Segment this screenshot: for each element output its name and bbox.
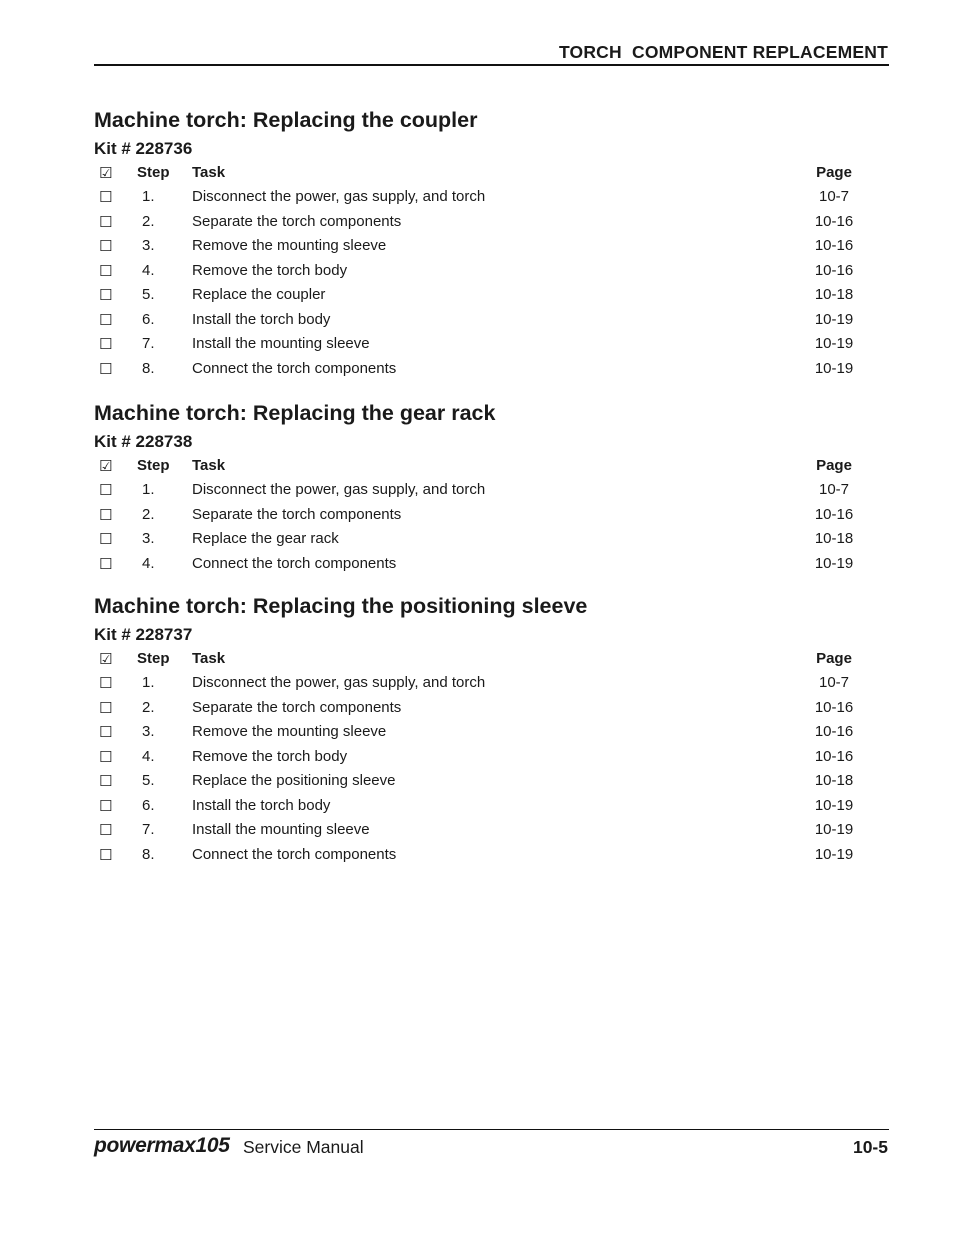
checkbox-icon[interactable]: ☐ bbox=[99, 311, 113, 329]
checkbox-icon[interactable]: ☐ bbox=[99, 360, 113, 378]
page-ref: 10-19 bbox=[814, 554, 854, 572]
step-number: 1. bbox=[142, 481, 155, 498]
page-number: 10-5 bbox=[852, 1137, 888, 1157]
page-ref: 10-16 bbox=[814, 212, 854, 230]
step-header: Step bbox=[137, 650, 170, 667]
page-ref: 10-19 bbox=[814, 821, 854, 838]
table-row bbox=[94, 356, 874, 381]
task-text: Install the torch body bbox=[192, 310, 331, 328]
checked-box-icon: ☑ bbox=[99, 651, 113, 668]
page-ref: 10-19 bbox=[814, 845, 854, 863]
header-rule bbox=[94, 64, 889, 66]
table-row bbox=[94, 184, 874, 209]
step-number: 1. bbox=[142, 674, 155, 691]
table-row bbox=[94, 258, 874, 283]
footer-rule bbox=[94, 1129, 889, 1130]
table-header-row bbox=[94, 453, 874, 477]
step-number: 2. bbox=[142, 698, 155, 716]
task-header: Task bbox=[192, 457, 226, 474]
table-row bbox=[94, 307, 874, 332]
table-row bbox=[94, 768, 874, 793]
table-row bbox=[94, 719, 874, 744]
page-ref: 10-18 bbox=[814, 772, 854, 789]
table-row bbox=[94, 233, 874, 258]
manual-title: Service Manual bbox=[243, 1137, 364, 1157]
checkbox-icon[interactable]: ☐ bbox=[99, 822, 113, 839]
step-number: 6. bbox=[142, 310, 155, 328]
table-row bbox=[94, 477, 874, 502]
task-text: Disconnect the power, gas supply, and torch bbox=[192, 481, 486, 498]
table-header-row bbox=[94, 160, 874, 184]
page-ref: 10-19 bbox=[814, 310, 854, 328]
checkbox-icon[interactable]: ☐ bbox=[99, 238, 113, 255]
section-title: Machine torch: Replacing the coupler bbox=[94, 108, 478, 132]
step-number: 7. bbox=[142, 821, 155, 838]
task-text: Remove the torch body bbox=[192, 261, 348, 279]
task-text: Connect the torch components bbox=[192, 359, 397, 377]
table-row bbox=[94, 670, 874, 695]
task-text: Remove the mounting sleeve bbox=[192, 723, 387, 740]
page-ref: 10-18 bbox=[814, 286, 854, 303]
table-row bbox=[94, 526, 874, 551]
step-number: 7. bbox=[142, 335, 155, 352]
section-gear-rack bbox=[94, 400, 874, 575]
step-number: 2. bbox=[142, 505, 155, 523]
task-header: Task bbox=[192, 164, 226, 181]
task-text: Disconnect the power, gas supply, and torch bbox=[192, 188, 486, 205]
task-text: Remove the torch body bbox=[192, 747, 348, 765]
page-header: Page bbox=[816, 650, 852, 667]
step-header: Step bbox=[137, 457, 170, 474]
page-header: Page bbox=[816, 164, 852, 181]
kit-number: Kit # 228738 bbox=[94, 432, 193, 451]
task-text: Separate the torch components bbox=[192, 505, 402, 523]
page-ref: 10-16 bbox=[814, 747, 854, 765]
step-number: 4. bbox=[142, 747, 155, 765]
checked-box-icon: ☑ bbox=[99, 165, 113, 182]
page-ref: 10-19 bbox=[814, 359, 854, 377]
checkbox-icon[interactable]: ☐ bbox=[99, 797, 113, 815]
checkbox-icon[interactable]: ☐ bbox=[99, 531, 113, 548]
page-ref: 10-7 bbox=[818, 674, 850, 691]
page-ref: 10-7 bbox=[818, 188, 850, 205]
kit-number: Kit # 228737 bbox=[94, 625, 193, 644]
table-row bbox=[94, 817, 874, 842]
checkbox-icon[interactable]: ☐ bbox=[99, 482, 113, 499]
step-number: 6. bbox=[142, 796, 155, 814]
table-row bbox=[94, 695, 874, 720]
running-header: TORCH COMPONENT REPLACEMENT bbox=[558, 42, 888, 62]
step-number: 8. bbox=[142, 359, 155, 377]
page-ref: 10-16 bbox=[814, 723, 854, 740]
page-ref: 10-18 bbox=[814, 530, 854, 547]
page-ref: 10-7 bbox=[818, 481, 850, 498]
table-row bbox=[94, 551, 874, 576]
checkbox-icon[interactable]: ☐ bbox=[99, 699, 113, 717]
checkbox-icon[interactable]: ☐ bbox=[99, 846, 113, 864]
task-text: Replace the coupler bbox=[192, 286, 326, 303]
step-number: 5. bbox=[142, 286, 155, 303]
task-text: Separate the torch components bbox=[192, 698, 402, 716]
checkbox-icon[interactable]: ☐ bbox=[99, 773, 113, 790]
task-text: Replace the gear rack bbox=[192, 530, 339, 547]
checkbox-icon[interactable]: ☐ bbox=[99, 748, 113, 766]
step-number: 2. bbox=[142, 212, 155, 230]
brand-logo: powermax105 bbox=[94, 1134, 230, 1157]
step-number: 3. bbox=[142, 723, 155, 740]
step-number: 8. bbox=[142, 845, 155, 863]
page-ref: 10-19 bbox=[814, 796, 854, 814]
section-title: Machine torch: Replacing the gear rack bbox=[94, 401, 496, 425]
table-row bbox=[94, 793, 874, 818]
checked-box-icon: ☑ bbox=[99, 458, 113, 475]
table-row bbox=[94, 282, 874, 307]
task-text: Install the mounting sleeve bbox=[192, 821, 370, 838]
checkbox-icon[interactable]: ☐ bbox=[99, 287, 113, 304]
kit-number: Kit # 228736 bbox=[94, 139, 193, 158]
task-header: Task bbox=[192, 650, 226, 667]
task-text: Replace the positioning sleeve bbox=[192, 772, 396, 789]
task-text: Separate the torch components bbox=[192, 212, 402, 230]
task-text: Remove the mounting sleeve bbox=[192, 237, 387, 254]
step-header: Step bbox=[137, 164, 170, 181]
section-positioning-sleeve bbox=[94, 593, 874, 866]
checkbox-icon[interactable]: ☐ bbox=[99, 262, 113, 280]
table-row bbox=[94, 842, 874, 867]
table-row bbox=[94, 209, 874, 234]
page-ref: 10-16 bbox=[814, 237, 854, 254]
step-number: 5. bbox=[142, 772, 155, 789]
table-row bbox=[94, 744, 874, 769]
task-text: Install the mounting sleeve bbox=[192, 335, 370, 352]
checkbox-icon[interactable]: ☐ bbox=[99, 724, 113, 741]
checkbox-icon[interactable]: ☐ bbox=[99, 506, 113, 524]
table-header-row bbox=[94, 646, 874, 670]
table-row bbox=[94, 502, 874, 527]
checkbox-icon[interactable]: ☐ bbox=[99, 189, 113, 206]
step-number: 3. bbox=[142, 530, 155, 547]
task-text: Disconnect the power, gas supply, and torch bbox=[192, 674, 486, 691]
step-number: 4. bbox=[142, 554, 155, 572]
step-number: 1. bbox=[142, 188, 155, 205]
page-ref: 10-16 bbox=[814, 261, 854, 279]
checkbox-icon[interactable]: ☐ bbox=[99, 336, 113, 353]
task-text: Install the torch body bbox=[192, 796, 331, 814]
checkbox-icon[interactable]: ☐ bbox=[99, 213, 113, 231]
page-header: Page bbox=[816, 457, 852, 474]
page-ref: 10-16 bbox=[814, 505, 854, 523]
page-ref: 10-16 bbox=[814, 698, 854, 716]
checkbox-icon[interactable]: ☐ bbox=[99, 675, 113, 692]
table-row bbox=[94, 331, 874, 356]
step-number: 4. bbox=[142, 261, 155, 279]
section-title: Machine torch: Replacing the positioning sleeve bbox=[94, 594, 588, 618]
step-number: 3. bbox=[142, 237, 155, 254]
checkbox-icon[interactable]: ☐ bbox=[99, 555, 113, 573]
task-text: Connect the torch components bbox=[192, 554, 397, 572]
section-coupler bbox=[94, 107, 874, 380]
page-ref: 10-19 bbox=[814, 335, 854, 352]
task-text: Connect the torch components bbox=[192, 845, 397, 863]
